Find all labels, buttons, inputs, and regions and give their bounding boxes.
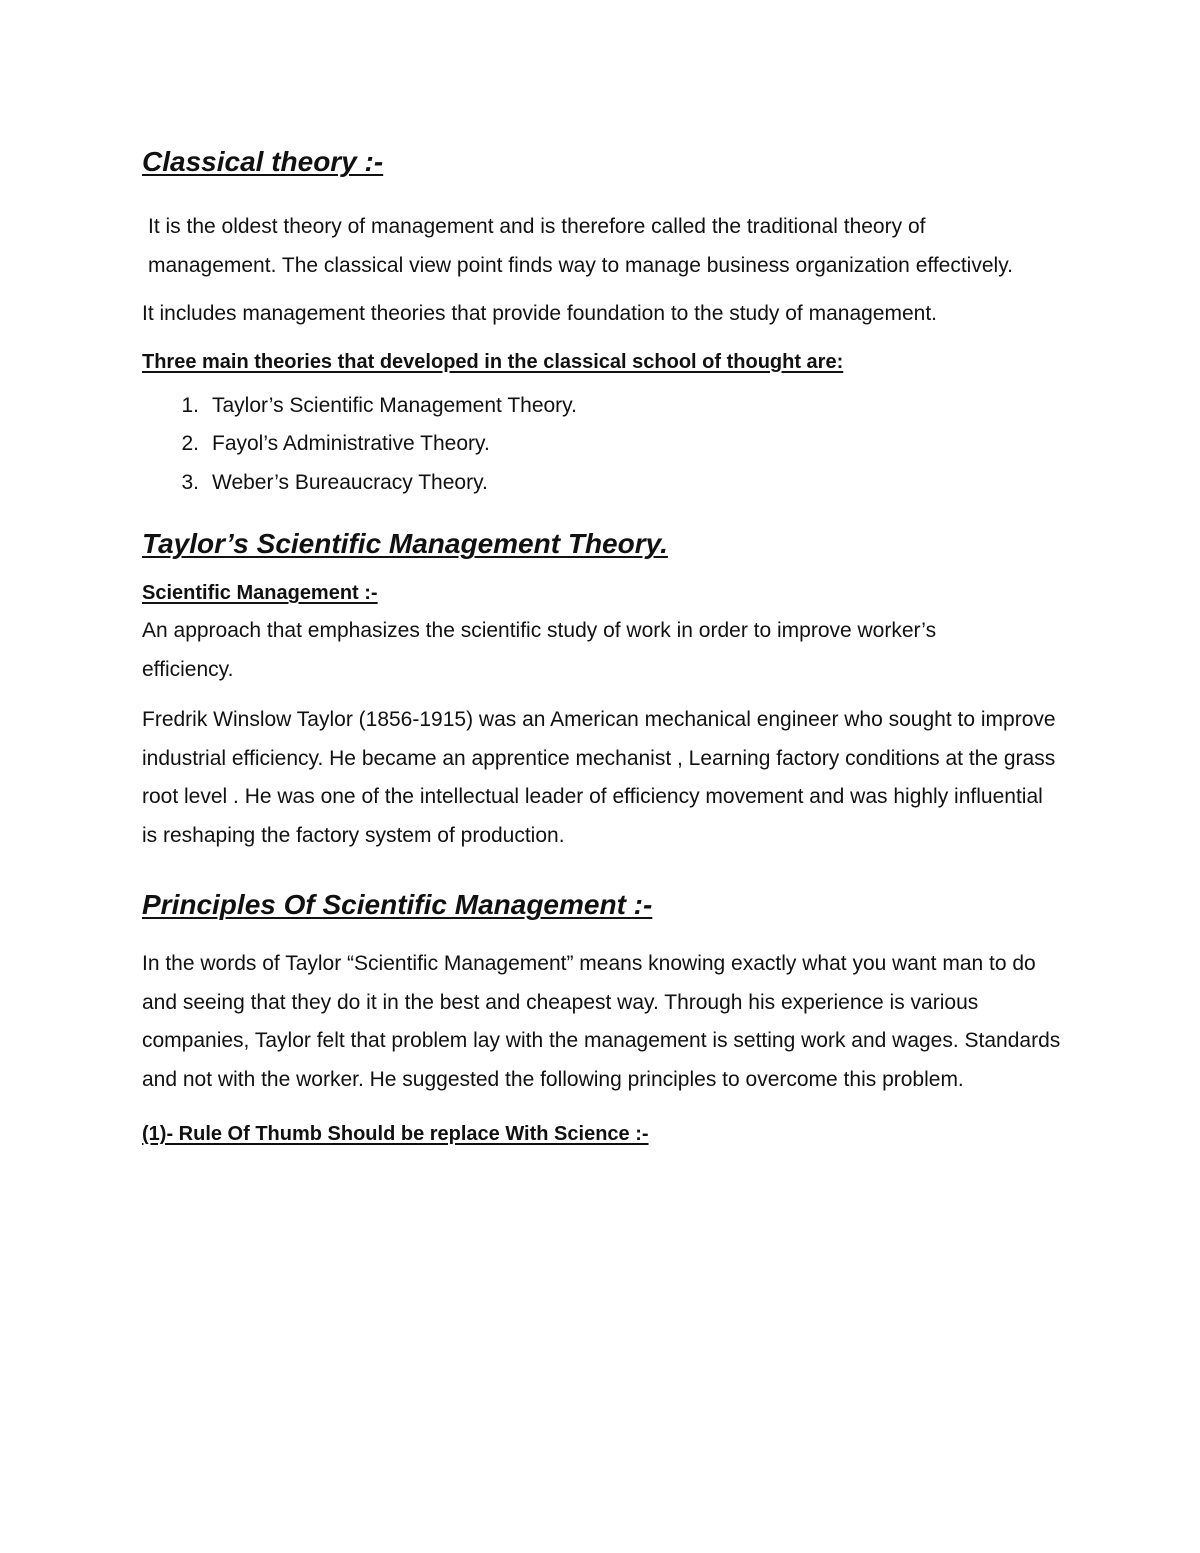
paragraph-taylor-bio: Fredrik Winslow Taylor (1856-1915) was an American mechanical engineer who sought to improve industrial efficiency. He became an apprentice mechanist , Learning factory conditions at the grass root level . He was one of the intellectual leader of efficiency movement and was highly influential is reshaping the factory system of production. [142, 708, 1056, 847]
heading-principles: Principles Of Scientific Management :- [142, 889, 653, 920]
list-number: 2. [181, 432, 199, 455]
list-number: 1. [181, 393, 199, 417]
list-item [142, 387, 1072, 426]
list-item [142, 425, 1072, 464]
paragraph-classical-intro: It is the oldest theory of management and is therefore called the traditional theory of management. The classical view point finds way to manage business organization effectively. [148, 215, 1013, 277]
paragraph-principles-intro: In the words of Taylor “Scientific Management” means knowing exactly what you want man to do and seeing that they do it in the best and cheapest way. Through his experience is various companies, Taylor felt that problem lay with the management is setting work and wages. Standards and not with the worker. He suggested the following principles to overcome this problem. [142, 952, 1061, 1091]
list-text: Fayol’s Administrative Theory. [212, 432, 490, 455]
heading-classical-theory: Classical theory :- [142, 146, 384, 177]
paragraph-approach: An approach that emphasizes the scientific study of work in order to improve worker’s efficiency. [142, 619, 937, 681]
subheading-three-theories: Three main theories that developed in the classical school of thought are: [142, 350, 844, 373]
list-number: 3. [181, 470, 199, 494]
subheading-scientific-management: Scientific Management :- [142, 582, 378, 604]
subheading-rule-of-thumb: (1)- Rule Of Thumb Should be replace With Science :- [142, 1123, 649, 1145]
theories-list [142, 387, 1072, 503]
list-item [142, 464, 1072, 503]
document-content [142, 142, 1072, 1149]
list-text: Taylor’s Scientific Management Theory. [212, 393, 577, 417]
list-text: Weber’s Bureaucracy Theory. [212, 470, 488, 494]
paragraph-classical-foundation: It includes management theories that provide foundation to the study of management. [142, 302, 937, 325]
heading-taylor-theory: Taylor’s Scientific Management Theory. [142, 528, 668, 559]
